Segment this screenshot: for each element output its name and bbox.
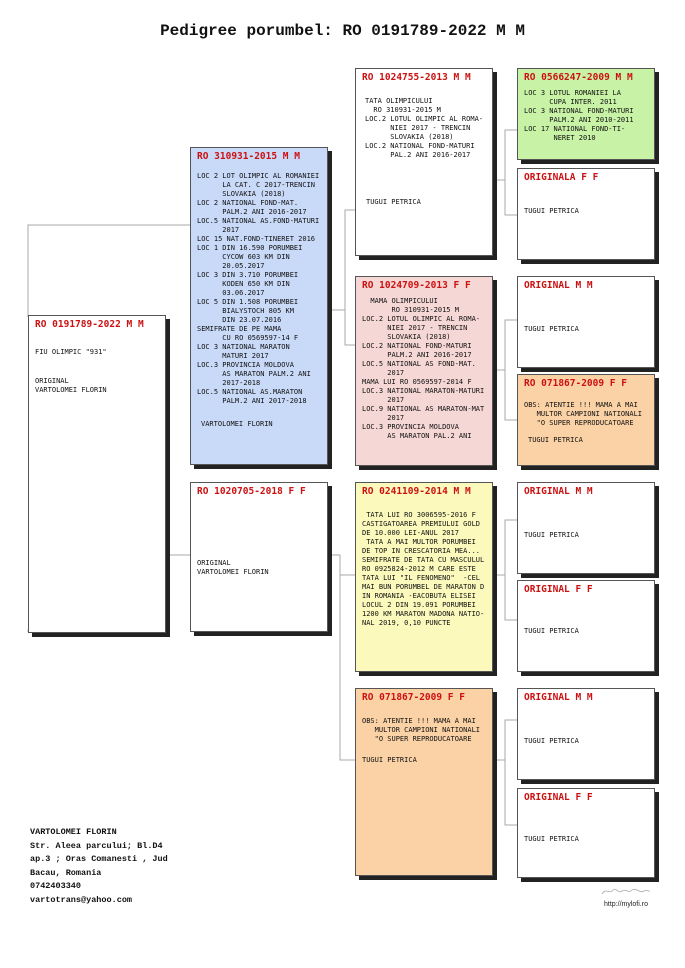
card-line: LOC.9 NATIONAL AS MARATON-MAT: [362, 405, 485, 413]
card-line: MATURI 2017: [197, 352, 269, 360]
pedigree-card-sire-dam: [355, 276, 493, 466]
card-line: AS MARATON PAL.2 ANI: [362, 432, 472, 440]
pedigree-card-subject: [28, 315, 166, 633]
card-ring-id: RO 071867-2009 F F: [524, 378, 627, 389]
pedigree-card-dam-dam: [355, 688, 493, 876]
card-line: SLOVAKIA (2018): [365, 133, 454, 141]
card-line: TATA OLIMPICULUI: [365, 97, 433, 105]
pedigree-card-sdd: [517, 374, 655, 466]
pedigree-card-sire-sire: [355, 68, 493, 256]
card-line: LOC 3 NATIONAL FOND-MATURI: [524, 107, 634, 115]
card-line: LOC 15 NAT.FOND-TINERET 2016: [197, 235, 316, 243]
card-line: 2017: [362, 414, 405, 422]
card-line: PALM.2 ANI 2016-2017: [197, 208, 307, 216]
card-line: IN ROMANIA -EACOBUTA ELISEI: [362, 592, 476, 600]
signature-icon: [600, 885, 652, 897]
card-line: "O SUPER REPRODUCATOARE: [524, 419, 634, 427]
card-owner-line: TUGUI PETRICA: [524, 627, 579, 635]
breeder-name: VARTOLOMEI FLORIN: [30, 827, 117, 837]
card-line: NERET 2010: [524, 134, 596, 142]
card-line: LOC 17 NATIONAL FOND-TI-: [524, 125, 626, 133]
card-line: MAMA OLIMPICULUI: [362, 297, 438, 305]
pedigree-card-dam-sire: [355, 482, 493, 672]
card-ring-id: RO 1020705-2018 F F: [197, 486, 306, 497]
card-owner-line: VARTOLOMEI FLORIN: [197, 568, 269, 576]
pedigree-card-ddd: [517, 788, 655, 878]
card-line: DIN 23.07.2016: [197, 316, 282, 324]
card-line: LOC.3 PROVINCIA MOLDOVA: [197, 361, 294, 369]
card-ring-id: ORIGINAL F F: [524, 584, 593, 595]
logo-url: http://mylofi.ro: [604, 901, 648, 908]
card-owner-line: TUGUI PETRICA: [524, 835, 579, 843]
card-line: TATA LUI "IL FENOMENO" -CEL: [362, 574, 481, 582]
card-line: MULTOR CAMPIONI NATIONALI: [362, 726, 481, 734]
card-ring-id: ORIGINAL M M: [524, 280, 593, 291]
card-line: OBS: ATENTIE !!! MAMA A MAI: [524, 401, 638, 409]
breeder-contact: [30, 826, 168, 907]
card-owner-line: TUGUI PETRICA: [362, 756, 417, 764]
card-line: AS MARATON PALM.2 ANI: [197, 370, 311, 378]
pedigree-card-sire: [190, 147, 328, 465]
card-owner-line: TUGUI PETRICA: [524, 207, 579, 215]
pedigree-card-sds: [517, 276, 655, 368]
card-line: MULTOR CAMPIONI NATIONALI: [524, 410, 643, 418]
card-line: CUPA INTER. 2011: [524, 98, 617, 106]
pedigree-card-dds: [517, 688, 655, 780]
card-line: 20.05.2017: [197, 262, 265, 270]
card-line: LA CAT. C 2017-TRENCIN: [197, 181, 316, 189]
card-ring-id: RO 310931-2015 M M: [197, 151, 300, 162]
card-line: SLOVAKIA (2018): [362, 333, 451, 341]
card-ring-id: ORIGINAL F F: [524, 792, 593, 803]
card-owner-line: ORIGINAL: [197, 559, 231, 567]
card-line: RO 0925824-2012 M CARE ESTE: [362, 565, 476, 573]
card-line: RO 310931-2015 M: [365, 106, 441, 114]
card-line: NAL 2019, 0,10 PUNCTE: [362, 619, 451, 627]
card-owner-line: TUGUI PETRICA: [524, 737, 579, 745]
card-ring-id: RO 1024709-2013 F F: [362, 280, 471, 291]
card-line: SLOVAKIA (2018): [197, 190, 286, 198]
card-line: 2017-2018: [197, 379, 261, 387]
card-line: NIEI 2017 - TRENCIN: [362, 324, 468, 332]
card-line: SEMIFRATE DE PE MAMA: [197, 325, 282, 333]
pedigree-card-dss: [517, 482, 655, 574]
card-line: LOC 3 LOTUL ROMANIEI LA: [524, 89, 621, 97]
card-ring-id: RO 071867-2009 F F: [362, 692, 465, 703]
card-line: SEMIFRATE DE TATA CU MASCULUL: [362, 556, 485, 564]
card-line: DE TOP IN CRESCATORIA MEA...: [362, 547, 481, 555]
card-ring-id: ORIGINALA F F: [524, 172, 599, 183]
pedigree-card-dsd: [517, 580, 655, 672]
card-owner-line: TUGUI PETRICA: [528, 436, 583, 444]
card-owner-line: TUGUI PETRICA: [366, 198, 421, 206]
card-line: BIALYSTOCH 805 KM: [197, 307, 294, 315]
pedigree-card-sss: [517, 68, 655, 160]
card-ring-id: ORIGINAL M M: [524, 486, 593, 497]
card-line: MAMA LUI RO 0569597-2014 F: [362, 378, 472, 386]
card-line: LOC.2 NATIONAL FOND-MATURI: [362, 342, 472, 350]
card-line: LOC.5 NATIONAL AS.FOND-MATURI: [197, 217, 320, 225]
card-line: LOC.2 NATIONAL FOND-MATURI: [365, 142, 475, 150]
card-line: LOC 5 DIN 1.508 PORUMBEI: [197, 298, 299, 306]
breeder-address-line: Str. Aleea parcului; Bl.D4: [30, 840, 163, 851]
card-line: FIU OLIMPIC "931": [35, 348, 107, 356]
breeder-email: vartotrans@yahoo.com: [30, 894, 133, 905]
card-line: LOC.5 NATIONAL AS.MARATON: [197, 388, 303, 396]
card-line: NIEI 2017 - TRENCIN: [365, 124, 471, 132]
card-line: LOC 3 DIN 3.710 PORUMBEI: [197, 271, 299, 279]
card-line: CU RO 0569597-14 F: [197, 334, 299, 342]
card-line: LOC.3 PROVINCIA MOLDOVA: [362, 423, 459, 431]
card-line: LOC.2 LOTUL OLIMPIC AL ROMA-: [365, 115, 484, 123]
card-line: PALM.2 ANI 2016-2017: [362, 351, 472, 359]
card-line: LOC 2 NATIONAL FOND-MAT.: [197, 199, 299, 207]
card-line: KODEN 650 KM DIN: [197, 280, 290, 288]
card-ring-id: RO 1024755-2013 M M: [362, 72, 471, 83]
card-line: CYCOW 603 KM DIN: [197, 253, 290, 261]
card-line: 1200 KM MARATON MADONA NATIO-: [362, 610, 485, 618]
breeder-phone: 0742403340: [30, 881, 82, 891]
page-title: Pedigree porumbel: RO 0191789-2022 M M: [160, 22, 525, 40]
card-line: LOC 2 LOT OLIMPIC AL ROMANIEI: [197, 172, 320, 180]
card-line: PAL.2 ANI 2016-2017: [365, 151, 471, 159]
card-line: LOC.3 NATIONAL MARATON-MATURI: [362, 387, 485, 395]
pedigree-card-dam: [190, 482, 328, 632]
card-line: LOC 3 NATIONAL MARATON: [197, 343, 290, 351]
card-line: LOC.5 NATIONAL AS FOND-MAT.: [362, 360, 476, 368]
card-owner-line: VARTOLOMEI FLORIN: [201, 420, 273, 428]
card-owner-line: TUGUI PETRICA: [524, 325, 579, 333]
card-ring-id: RO 0566247-2009 M M: [524, 72, 633, 83]
mylofi-logo: [600, 882, 652, 908]
card-line: MAI BUN PORUMBEL DE MARATON D: [362, 583, 485, 591]
pedigree-card-ssd: [517, 168, 655, 260]
card-owner-line: ORIGINAL: [35, 377, 69, 385]
card-ring-id: ORIGINAL M M: [524, 692, 593, 703]
card-line: LOCUL 2 DIN 19.091 PORUMBEI: [362, 601, 476, 609]
card-line: TATA LUI RO 3006595-2016 F: [362, 511, 476, 519]
card-line: OBS: ATENTIE !!! MAMA A MAI: [362, 717, 476, 725]
card-line: 2017: [362, 396, 405, 404]
card-ring-id: RO 0191789-2022 M M: [35, 319, 144, 330]
card-line: CASTIGATOAREA PREMIULUI GOLD: [362, 520, 481, 528]
card-line: TATA A MAI MULTOR PORUMBEI: [362, 538, 476, 546]
card-owner-line: VARTOLOMEI FLORIN: [35, 386, 107, 394]
breeder-address-line: Bacau, Romania: [30, 867, 102, 878]
card-line: "O SUPER REPRODUCATOARE: [362, 735, 472, 743]
card-line: PALM.2 ANI 2017-2018: [197, 397, 307, 405]
breeder-address-line: ap.3 ; Oras Comanesti , Jud: [30, 854, 168, 864]
card-ring-id: RO 0241109-2014 M M: [362, 486, 471, 497]
card-line: LOC 1 DIN 16.590 PORUMBEI: [197, 244, 303, 252]
card-line: DE 10.000 LEI-ANUL 2017: [362, 529, 459, 537]
card-line: 2017: [362, 369, 405, 377]
card-line: PALM.2 ANI 2010-2011: [524, 116, 634, 124]
card-line: RO 310931-2015 M: [362, 306, 459, 314]
card-line: 2017: [197, 226, 240, 234]
card-owner-line: TUGUI PETRICA: [524, 531, 579, 539]
card-line: 03.06.2017: [197, 289, 265, 297]
card-line: LOC.2 LOTUL OLIMPIC AL ROMA-: [362, 315, 481, 323]
